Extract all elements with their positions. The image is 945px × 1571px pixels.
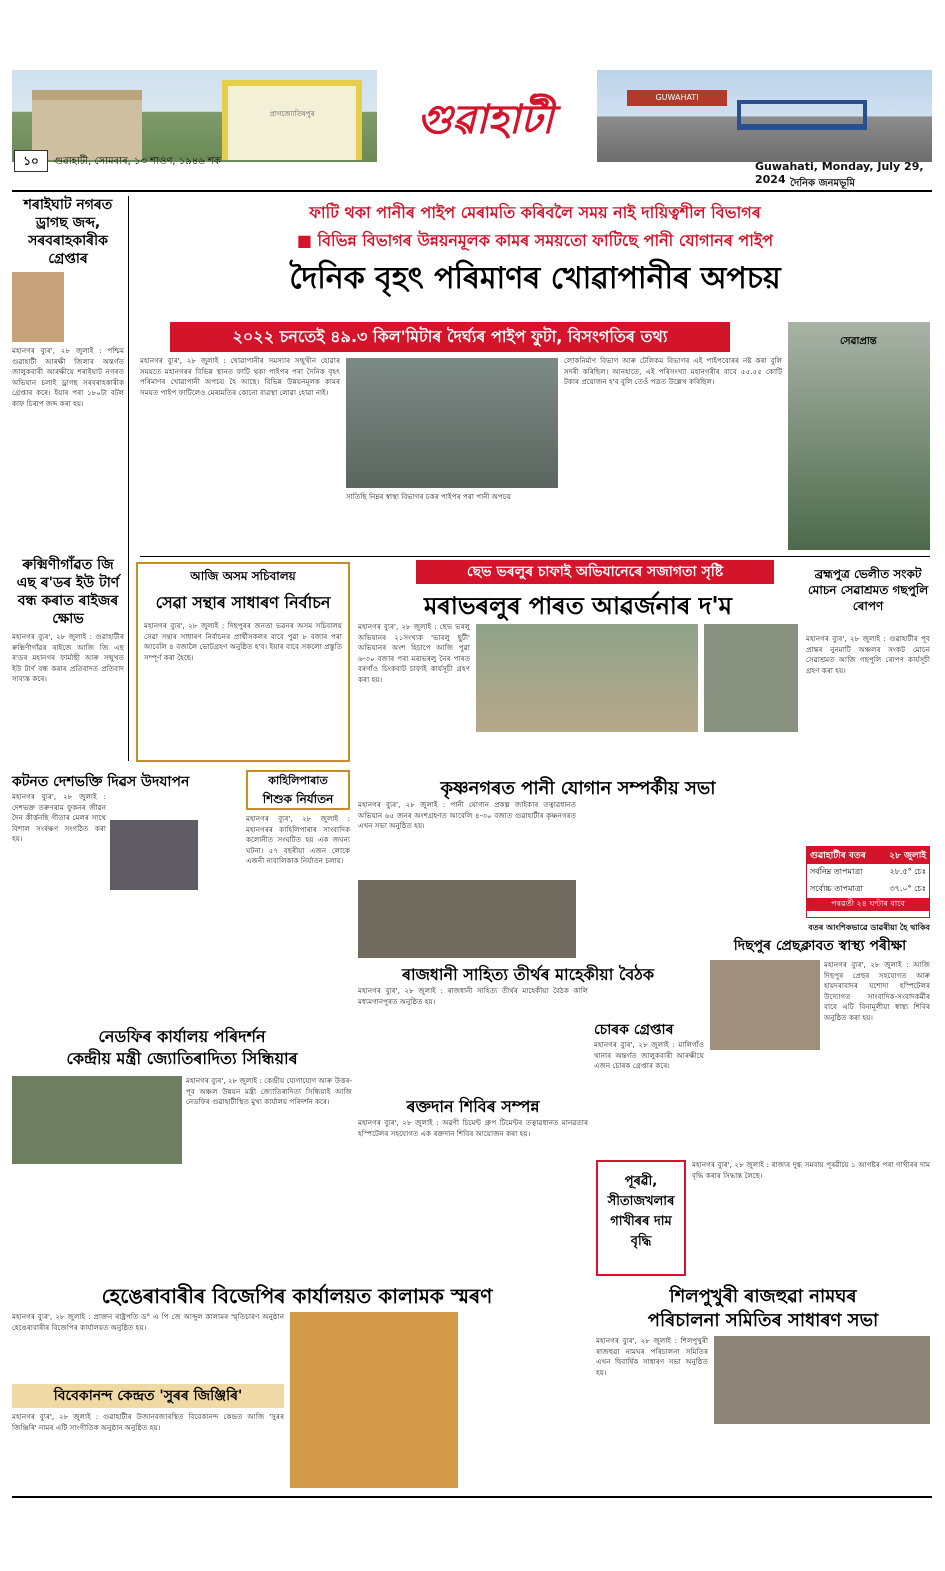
weather-date: ২৮ জুলাই — [889, 851, 926, 861]
temp-value-1: ২৮.৫° চেঃ — [889, 867, 926, 876]
cleaning-kicker: ছেভ ভৰলুৰ চাফাই অভিযানেৰে সজাগতা সৃষ্টি — [416, 560, 774, 584]
photo-label-right: সেৱাপ্ৰান্ত — [840, 336, 877, 347]
health-camp-photo — [710, 960, 820, 1050]
secretariat-body: মহানগৰ ব্যুৰ', ২৮ জুলাই : দিছপুৰৰ জনতা ভৱনৰ অসম সচিবালয় সেৱা সন্থাৰ সাধাৰণ নিৰ্বাচনৰ প্ৰাৰ্থীসকলৰ বাবে পুৱা ৮ বজাৰ পৰা আবেলি ৪ বজালৈ ভোটগ্ৰহণ অনুষ্ঠিত হ'ব। ইয়াৰ বাবে সকলো প্ৰস্তুতি সম্পূৰ্ণ কৰা হৈছে। — [144, 621, 342, 662]
nedfi-headline-2: কেন্দ্ৰীয় মন্ত্ৰী জ্যোতিৰাদিত্য সিন্ধিয়াৰ — [66, 1049, 298, 1068]
banner-photo-right — [597, 70, 932, 162]
kargil-headline: কটনত দেশভক্তি দিৱস উদযাপন — [12, 774, 190, 790]
bjp-body-2 — [464, 1312, 588, 1488]
literary-headline: ৰাজধানী সাহিত্য তীৰ্থৰ মাহেকীয়া বৈঠক — [401, 965, 655, 984]
forecast-text: বতৰ আংশিকভাৱে ডাৱৰীয়া হৈ থাকিব — [808, 923, 930, 932]
dateline: গুৱাহাটী, সোমবাৰ, ১৩ শাওণ, ১৯৪৬ শক — [54, 156, 221, 167]
weather-city: গুৱাহাটীৰ বতৰ — [810, 851, 866, 861]
meeting-photo — [714, 1336, 930, 1424]
accused-photo — [12, 272, 64, 342]
nedfi-body: মহানগৰ ব্যুৰ', ২৮ জুলাই : কেন্দ্ৰীয় যোগাযোগ আৰু উত্তৰ-পূব অঞ্চল উন্নয়ন মন্ত্ৰী জ্যোতিৰাদিত্য সিন্ধিয়াই আজি নেডফিৰ গুৱাহাটীস্থিত মুখ্য কাৰ্যালয় পৰিদৰ্শন কৰে। — [186, 1076, 352, 1106]
water-meeting-body: মহানগৰ ব্যুৰ', ২৮ জুলাই : পানী যোগান প্ৰকল্প জাইকাৰ তত্বাৱধানত অভিযান ৬৫ জনৰ অংশগ্ৰহণত আবেলি ৪-৩০ বজাত গুৱাহাটীৰ কৃষ্ণনগৰত এখন সভা অনুষ্ঠিত হয়। — [358, 800, 576, 830]
secretariat-kicker: আজি অসম সচিবালয় — [190, 569, 296, 583]
abuse-body: মহানগৰ ব্যুৰ', ২৮ জুলাই : মহানগৰৰ কাহিলিপাৰাৰ সাংবাদিক কলোনীত সংঘটিত হয় এক জঘন্য ঘটনা। ৫৭ বছৰীয়া এজন লোকে এজনী নাবালিকাক নিৰ্যাতন চলায়। — [246, 814, 350, 865]
leaking-pipe-photo — [788, 322, 930, 550]
banner-photo-left — [12, 70, 377, 162]
price-box — [596, 1160, 686, 1276]
arch-gate-photo — [222, 80, 362, 160]
guwahati-sign: GUWAHATI — [627, 90, 727, 106]
nedfi-headline-1: নেডফিৰ কাৰ্যালয় পৰিদৰ্শন — [98, 1027, 266, 1046]
lead-headline: দৈনিক বৃহৎ পৰিমাণৰ খোৱাপানীৰ অপচয় — [289, 261, 781, 296]
masthead-banner — [12, 70, 932, 162]
forecast-label: পৰৱৰ্তী ২৪ ঘণ্টাৰ বাবে — [807, 898, 929, 911]
weather-box — [806, 846, 930, 918]
date-english: Guwahati, Monday, July 29, 2024 — [755, 160, 924, 186]
abuse-kicker: কাহিলিপাৰাত — [268, 774, 328, 787]
blood-body: মহানগৰ ব্যুৰ', ২৮ জুলাই : অৱণী চিমেন্ট গ্ৰুপ টিমেন্টৰ তত্বাৱধানত মানৱতাৰ হস্পিটেলৰ সহযোগত এক ৰক্তদান শিবিৰ আয়োজন কৰা হয়। — [358, 1118, 588, 1138]
gate-sign: প্ৰাগজ্যোতিষপুৰ — [269, 110, 315, 118]
lead-body-1: মহানগৰ ব্যুৰ', ২৮ জুলাই : খোৱাপানীৰ সমস্যাৰ সন্মুখীন হোৱাৰ সময়তে মহানগৰৰ বিভিন্ন স্থানত ফাটি থকা পাইপৰ পৰা দৈনিক বৃহৎ পৰিমাণৰ খোৱাপানী অপচয় হৈ আছে। বিভিন্ন উন্নয়নমূলক কামৰ সময়ত পাইপ ফাটিলেও মেৰামতিৰ কোনো ব্যৱস্থা লোৱা হোৱা নাই। — [140, 356, 340, 397]
cleaning-body: মহানগৰ ব্যুৰ', ২৮ জুলাই : ছেভ ভৰলু অভিযানৰ ২১সংখ্যক 'ভাৰলু ছুটী' অভিযানৰ অংশ হিচাপে আজি পুৱা ৬-৩০ বজাৰ পৰা মৰাভৰলু নৈৰ পাৰত বৰগাঁও চিংকবাট চাফাই কাৰ্যসূচী গ্ৰহণ কৰা হয়। — [358, 622, 470, 684]
shilpukhuri-headline-2: পৰিচালনা সমিতিৰ সাধাৰণ সভা — [647, 1310, 879, 1331]
shilpukhuri-body: মহানগৰ ব্যুৰ', ২৮ জুলাই : শিলপুখুৰী ৰাজহুৱা নামঘৰ পৰিচালনা সমিতিৰ এখন দ্বিবাৰ্ষিক সাধাৰণ সভা অনুষ্ঠিত হয়। — [596, 1336, 708, 1377]
vivekananda-body: মহানগৰ ব্যুৰ', ২৮ জুলাই : গুৱাহাটীৰ উজানবজাৰস্থিত বিবেকানন্দ কেন্দ্ৰত আজি 'সুৰৰ জিঞ্জিৰি' নামৰ এটি সাংগীতিক অনুষ্ঠান অনুষ্ঠিত হয়। — [12, 1412, 284, 1432]
drugs-body: মহানগৰ ব্যুৰ', ২৮ জুলাই : পশ্চিম গুৱাহাটী আৰক্ষী জিলাৰ অন্তৰ্গত জালুকবাৰী আৰক্ষীয়ে শৰাইঘাট নগৰত অভিযান চলাই ড্ৰাগছ সৰবৰাহকাৰীক গ্ৰেপ্তাৰ কৰে। ইয়াৰ পৰা ১৮০টা বটল কাফ চিৰাপ জব্দ কৰা হয়। — [12, 346, 124, 408]
left-column — [12, 196, 124, 782]
bjp-body: মহানগৰ ব্যুৰ', ২৮ জুলাই : প্ৰাক্তন ৰাষ্ট্ৰপতি ড° এ পি জে আব্দুল কালামৰ স্মৃতিচাৰণ অনুষ্ঠান হেঙেৰাবাৰীৰ বিজেপিৰ কাৰ্যালয়ত অনুষ্ঠিত হয়। — [12, 1312, 284, 1332]
literary-body: মহানগৰ ব্যুৰ', ২৮ জুলাই : ৰাজধানী সাহিত্য তীৰ্থৰ মাহেকীয়া বৈঠক কালি মধ্যমগানপুৰত অনুষ্ঠিত হয়। — [358, 986, 588, 1006]
lead-subhead: ২০২২ চনতেই ৪৯.৩ কিল'মিটাৰ দৈৰ্ঘ্যৰ পাইপ ফুটা, বিসংগতিৰ তথ্য — [170, 322, 730, 352]
lead-kicker-1: ফাটি থকা পানীৰ পাইপ মেৰামতি কৰিবলৈ সময় নাই দায়িত্বশীল বিভাগৰ — [309, 203, 761, 222]
shilpukhuri-headline-1: শিলপুখুৰী ৰাজহুৱা নামঘৰ — [669, 1286, 857, 1307]
kargil-body: মহানগৰ ব্যুৰ', ২৮ জুলাই : দেশভক্ত তৰুণৰাম ফুকনৰ জীৱন দৈন কীৰ্ত্তনছি গীতাৰ মেলৰ সাথে বিশাল সংৰক্ষণ সংগঠিত কৰা হয়। — [12, 792, 106, 843]
u-turn-headline: ৰুক্মিণীগাঁৱত জি এছ ৰ'ডৰ ইউ টাৰ্ণ বন্ধ কৰাত ৰাইজৰ ক্ষোভ — [16, 557, 120, 627]
page-number: ১০ — [14, 150, 48, 172]
gate-photo — [32, 90, 142, 160]
cleaning-headline: মৰাভৰলুৰ পাৰত আৱৰ্জনাৰ দ'ম — [423, 591, 733, 620]
health-headline: দিছপুৰ প্ৰেছক্লাবত স্বাস্থ্য পৰীক্ষা — [733, 938, 907, 954]
temp-value-2: ৩৭.০° চেঃ — [889, 884, 926, 893]
abuse-headline: শিশুক নিৰ্যাতন — [262, 792, 334, 806]
waterlogged-road-photo — [346, 358, 558, 488]
temp-label-2: সৰ্বোচ্চ তাপমাত্ৰা — [810, 884, 863, 893]
weather-row-2 — [807, 881, 929, 898]
volunteer-photo — [704, 624, 798, 732]
price-body: মহানগৰ ব্যুৰ', ২৮ জুলাই : ৰাজ্যৰ দুগ্ধ সমবায় পূৰৱীয়ে ১ আগষ্টৰ পৰা গাখীৰৰ দাম বৃদ্ধি কৰাৰ সিদ্ধান্ত লৈছে। — [692, 1160, 930, 1180]
secretariat-headline: সেৱা সন্থাৰ সাধাৰণ নিৰ্বাচন — [155, 593, 331, 612]
lead-caption: সাতিছি নিম্নৰ স্বাস্থ্য বিভাগৰ চকৰ পাইপৰ পৰা পানী অপচয় — [346, 492, 512, 501]
minister-photo — [12, 1076, 182, 1164]
vivekananda-headline: বিবেকানন্দ কেন্দ্ৰত 'সুৰৰ জিঞ্জিৰি' — [53, 1388, 243, 1404]
lead-bottom-rule — [140, 556, 930, 557]
weather-header — [807, 847, 929, 864]
column-divider — [128, 196, 129, 761]
lead-body-2: লোকনিৰ্মাণ বিভাগ আৰু টেলিকম বিভাগৰ এই পাইপবোৰৰ নষ্ট কৰা বুলি সদৰী কৰিছিল। আনহাতে, এই পৰিসংখ্যা মহানগৰীৰ বাবে ৫৫.৫৫ কোটি টকাৰ প্ৰয়োজন হ'ব বুলি তেওঁ পত্ৰত উল্লেখ কৰিছিল। — [564, 356, 782, 386]
u-turn-body: মহানগৰ ব্যুৰ', ২৮ জুলাই : গুৱাহাটীৰ ৰুক্মিণীগাঁৱৰ ৰাইজে আজি জি এছ ৰ'ডৰ মহানগৰ ফাৰ্মাছী আৰু সন্মুখত ইউ টাৰ্ণ বন্ধ কৰাৰ প্ৰতিবাদত প্ৰতিবাদ সাব্যস্ত কৰে। — [12, 632, 124, 683]
footer-rule — [12, 1496, 932, 1498]
price-headline: পূৰৱী, সীতাজখলাৰ গাখীৰৰ দাম বৃদ্ধি — [607, 1174, 675, 1249]
kalam-tribute-photo — [290, 1312, 458, 1488]
arrest-headline: চোৰক গ্ৰেপ্তাৰ — [594, 1022, 674, 1038]
lead-kicker-2: ■ বিভিন্ন বিভাগৰ উন্নয়নমূলক কামৰ সময়তো ফাটিছে পানী যোগানৰ পাইপ — [296, 231, 774, 250]
health-body: মহানগৰ ব্যুৰ', ২৮ জুলাই : আজি দিছপুৰ প্ৰেছৰ সহযোগত আৰু হায়দৰাবাদৰ যশোদা হস্পিটেলৰ উদ্যোগত সাংবাদিক-সংবাদকৰ্মীৰ বাবে এটি বিনামূলীয়া স্বাস্থ্য শিবিৰ অনুষ্ঠিত কৰা হয়। — [824, 960, 930, 1022]
bjp-headline: হেঙেৰাবাৰীৰ বিজেপিৰ কাৰ্যালয়ত কালামক স্মৰণ — [101, 1284, 493, 1308]
weather-row-1 — [807, 864, 929, 881]
logo-area — [377, 70, 597, 162]
secretariat-box — [136, 562, 350, 762]
arrest-body: মহানগৰ ব্যুৰ', ২৮ জুলাই : মালিগাঁও থানাৰ অন্তৰ্গত জালুকবাৰী আৰক্ষীয়ে এজন চোৰক গ্ৰেপ্তাৰ কৰে। — [594, 1040, 704, 1070]
paper-name: দৈনিক জনমভূমি — [790, 178, 855, 189]
abuse-title-box — [246, 770, 350, 810]
vivekananda-header — [12, 1384, 284, 1408]
paper-logo: গুৱাহাটী — [417, 96, 554, 143]
water-meeting-headline: কৃষ্ণনগৰত পানী যোগান সম্পৰ্কীয় সভা — [440, 778, 716, 799]
brahmaputra-body: মহানগৰ ব্যুৰ', ২৮ জুলাই : গুৱাহাটীৰ পূব প্ৰান্তৰ নুনমাটি অঞ্চলৰ সংকট মোচন সেৱাশ্ৰমত আজি গছপুলি ৰোপণ কাৰ্যসূচী গ্ৰহণ কৰা হয়। — [806, 634, 930, 675]
garbage-riverbank-photo — [476, 624, 698, 732]
temp-label-1: সৰ্বনিম্ন তাপমাত্ৰা — [810, 867, 863, 876]
blood-headline: ৰক্তদান শিবিৰ সম্পন্ন — [406, 1097, 540, 1116]
brahmaputra-headline: ব্ৰহ্মপুত্ৰ ভেলীত সংকট মোচন সেৱাশ্ৰমত গছপুলি ৰোপণ — [807, 567, 929, 613]
speaker-photo — [110, 820, 198, 890]
drugs-headline: শৰাইঘাট নগৰত ড্ৰাগছ জব্দ, সৰবৰাহকাৰীক গ্ৰেপ্তাৰ — [23, 197, 113, 267]
water-meeting-photo — [358, 880, 576, 958]
bridge-photo — [737, 100, 867, 130]
masthead-rule — [12, 190, 932, 192]
